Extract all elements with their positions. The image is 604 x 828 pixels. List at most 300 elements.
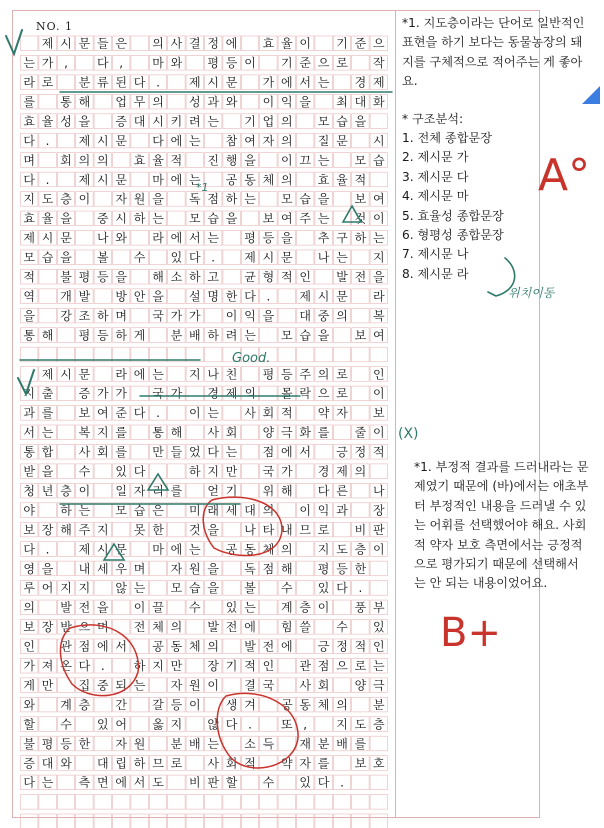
essay-char: 락 [299,386,311,401]
grid-cell [76,756,93,771]
essay-char: 에 [170,542,183,557]
star-ref-mark: *1 [196,181,209,194]
grid-cell [223,639,240,654]
essay-char: 라 [152,231,164,246]
essay-char: 줄 [354,425,367,440]
essay-char: 점 [78,639,91,654]
essay-char: 무 [133,94,146,109]
grid-cell [297,347,314,362]
grid-cell [352,406,369,421]
essay-char: 있 [317,581,330,596]
essay-char: . [266,289,271,304]
grid-cell [186,425,203,440]
grid-cell [333,522,350,537]
essay-char: 장 [41,620,54,635]
essay-char: 동 [299,697,311,712]
essay-char: 불 [60,270,72,284]
essay-char: 보 [23,522,35,537]
structure-analysis-title: * 구조분석: [402,111,464,126]
essay-char: 제 [189,75,201,90]
essay-char: 등 [262,231,275,246]
essay-char: . [358,581,363,596]
essay-char: 지 [60,581,72,596]
essay-char: 다 [336,581,348,596]
essay-char: 이 [133,600,146,615]
grid-cell [94,581,111,596]
essay-char: 는 [133,581,146,596]
essay-char: 평 [78,270,91,284]
grid-cell [149,736,166,751]
grid-cell [94,814,111,828]
essay-char: 율 [152,153,164,168]
essay-char: 로 [41,75,54,90]
essay-char: 계 [281,600,293,615]
grid-cell [57,172,74,187]
grid-cell [131,55,148,70]
essay-char: 에 [97,639,109,654]
essay-char: 대 [97,756,109,771]
grid-cell [333,347,350,362]
good-mark: Good. [232,351,271,366]
essay-char: 모 [189,211,201,226]
grid-cell [370,114,387,129]
essay-char: 다 [152,133,164,148]
essay-char: 는 [244,328,256,343]
essay-char: 의 [281,114,293,129]
essay-char: 으 [336,659,348,673]
essay-char: 받 [23,464,35,479]
essay-char: 장 [41,522,54,537]
essay-char: 국 [152,308,164,323]
grid-cell [186,756,203,771]
essay-char: . [45,133,50,148]
essay-char: 려 [225,328,238,343]
essay-char: 지 [373,250,385,265]
grid-cell [168,211,185,226]
grid-cell [223,522,240,537]
essay-char: 시 [97,172,109,187]
essay-char: 중 [97,678,109,693]
essay-char: 인 [373,639,385,654]
grid-cell [21,367,38,382]
essay-char: 서 [189,231,201,246]
essay-char: 힘 [281,620,293,635]
essay-char: 다 [207,445,219,460]
essay-char: 이 [373,211,385,226]
grid-cell [186,55,203,70]
essay-char: 의 [170,620,183,635]
essay-char: 보 [354,192,367,207]
essay-char: 적 [354,172,367,187]
essay-char: 만 [225,464,238,479]
grid-cell [39,503,56,518]
essay-char: 습 [41,250,54,265]
essay-char: 익 [244,308,256,323]
essay-char: 업 [262,114,275,129]
essay-char: 지 [97,425,109,440]
essay-char: 적 [244,659,256,673]
essay-char: 는 [189,172,201,187]
grid-cell [131,308,148,323]
grid-cell [223,678,240,693]
essay-char: 타 [262,522,275,537]
essay-char: 지 [78,581,91,596]
grid-cell [168,775,185,790]
grid-cell [223,250,240,265]
essay-char: 이 [244,56,256,71]
essay-char: 한 [152,522,164,537]
grid-cell [76,55,93,70]
essay-char: 하 [189,270,201,284]
grid-cell [297,795,314,810]
grid-cell [278,308,295,323]
grid-cell [315,347,332,362]
essay-char: 해 [281,483,293,498]
essay-char: 문 [225,75,238,90]
grid-cell [21,795,38,810]
essay-char: 관 [60,639,72,654]
essay-char: 효 [133,153,146,168]
grid-cell [260,328,277,343]
essay-char: 는 [152,211,164,226]
grid-cell [186,717,203,732]
essay-char: 사 [207,425,219,440]
essay-char: 하 [189,464,201,479]
x-mark: (X) [398,426,419,442]
essay-char: 수 [281,581,293,596]
essay-char: 게 [133,328,146,343]
essay-char: 며 [97,620,109,635]
essay-char: 키 [170,114,183,129]
essay-char: 보 [262,211,275,226]
essay-char: 문 [78,367,91,382]
essay-char: 를 [354,736,367,751]
grid-cell [315,444,332,459]
essay-char: 온 [60,659,72,673]
essay-char: 로 [317,522,330,537]
grid-cell [278,795,295,810]
grid-cell [205,347,222,362]
grid-cell [94,94,111,109]
grid-cell [297,639,314,654]
essay-char: 증 [23,756,35,771]
essay-char: 지 [23,386,35,401]
essay-char: 이 [373,542,385,557]
essay-char: 율 [41,211,54,226]
essay-char: 제 [23,231,35,246]
essay-char: 다 [133,464,146,479]
grid-cell [241,36,258,51]
grid-cell [278,347,295,362]
essay-char: 것 [354,211,367,226]
grid-cell [39,600,56,615]
essay-char: 준 [354,36,367,51]
grid-cell [315,795,332,810]
essay-char: 리 [152,483,164,498]
essay-char: 보 [23,620,35,635]
grid-cell [370,581,387,596]
grid-cell [57,542,74,557]
essay-char: 해 [41,328,54,343]
grid-cell [352,483,369,498]
grid-cell [205,697,222,712]
grid-cell [333,756,350,771]
essay-char: 에 [170,231,183,246]
essay-char: 독 [244,561,256,576]
essay-char: 루 [23,581,35,596]
essay-char: 등 [225,56,238,71]
essay-char: 측 [78,775,91,790]
essay-char: 장 [207,659,219,673]
grid-cell [241,775,258,790]
grid-cell [57,814,74,828]
essay-char: 이 [189,697,201,712]
essay-char: 는 [317,211,330,226]
essay-char: 에 [244,620,256,635]
essay-char: 안 [133,289,146,304]
essay-char: 므 [299,522,311,537]
essay-char: 이 [78,483,91,498]
essay-char: 제 [41,36,54,51]
essay-char: 여 [244,133,256,148]
essay-char: 발 [207,620,219,635]
grid-cell [168,75,185,90]
essay-char: 하 [97,308,109,323]
essay-char: 적 [281,270,293,284]
essay-char: 업 [115,94,127,109]
essay-char: 익 [317,503,330,518]
grid-cell [352,250,369,265]
grid-cell [370,464,387,479]
essay-char: 국 [262,464,275,479]
essay-char: 된 [115,75,127,90]
essay-char: 극 [281,425,293,440]
essay-char: 를 [317,425,330,440]
essay-char: 을 [317,192,330,207]
essay-char: 가 [23,659,35,673]
essay-char: 지 [207,464,219,479]
essay-char: , [119,56,124,71]
grid-cell [352,620,369,635]
essay-char: 평 [41,736,54,751]
essay-char: 판 [373,522,385,537]
essay-char: 고 [207,270,219,284]
essay-char: 배 [336,736,348,751]
essay-char: 양 [354,678,367,693]
essay-char: 효 [317,172,330,187]
essay-char: 문 [78,36,91,51]
essay-char: 자 [133,483,146,498]
grid-cell [352,795,369,810]
essay-char: 효 [23,211,35,226]
essay-char: 적 [354,639,367,654]
essay-char: 이 [225,308,238,323]
essay-char: 비 [354,522,367,537]
essay-char: 는 [133,678,146,693]
grid-cell [352,347,369,362]
essay-char: 지 [97,522,109,537]
essay-char: 원 [189,678,201,693]
essay-char: 를 [41,406,54,421]
essay-char: 가 [189,308,201,323]
essay-char: 사 [244,406,256,421]
grid-cell [76,814,93,828]
grid-cell [39,795,56,810]
grid-cell [57,444,74,459]
grid-cell [370,172,387,187]
grid-cell [76,717,93,732]
essay-char: 을 [373,270,385,284]
essay-char: 들 [97,36,109,51]
grid-cell [205,814,222,828]
structure-item: 4. 제시문 마 [402,189,469,204]
essay-char: 제 [299,289,311,304]
essay-char: 가 [281,464,293,479]
essay-char: 체 [189,639,201,654]
essay-char: 통 [152,425,164,440]
grid-cell [352,775,369,790]
essay-char: 을 [152,289,164,304]
essay-char: 서 [115,639,127,654]
grid-cell [186,814,203,828]
essay-char: 통 [23,328,35,343]
essay-char: 배 [189,328,201,343]
essay-char: 대 [41,756,54,771]
essay-char: 인 [299,270,311,284]
essay-char: 전 [78,600,91,615]
structure-item: 8. 제시문 라 [402,266,469,281]
essay-char: 을 [78,114,91,129]
essay-char: 는 [207,114,219,129]
essay-char: 로 [354,659,367,673]
grid-cell [57,133,74,148]
grid-cell [168,406,185,421]
essay-char: 지 [170,717,183,732]
grid-cell [297,561,314,576]
essay-char: 모 [170,581,183,596]
essay-char: 이 [317,600,330,615]
essay-char: 원 [189,561,201,576]
essay-char: 와 [115,231,127,246]
essay-char: 의 [317,367,330,382]
essay-char: 은 [115,36,127,51]
grid-cell [168,367,185,382]
essay-char: 이 [299,503,311,518]
essay-char: 부 [373,600,385,615]
essay-char: 는 [78,503,91,518]
essay-char: 사 [78,445,91,460]
essay-char: 조 [78,308,91,323]
grid-cell [352,697,369,712]
essay-char: 독 [189,192,201,207]
essay-char: 년 [41,483,54,498]
essay-char: 회 [225,425,238,440]
grid-cell [149,678,166,693]
essay-char: 보 [78,406,91,421]
essay-char: 대 [244,503,256,518]
essay-char: 을 [262,308,275,323]
grid-cell [57,561,74,576]
essay-char: 들 [170,445,183,460]
essay-char: 하 [207,328,219,343]
essay-char: 해 [170,425,183,440]
grid-cell [223,736,240,751]
grid-cell [94,464,111,479]
grid-cell [186,795,203,810]
grid-cell [297,464,314,479]
essay-char: 마 [152,56,164,71]
essay-char: 계 [60,697,72,712]
grid-cell [370,775,387,790]
grid-cell [76,211,93,226]
essay-char: 수 [133,250,146,265]
essay-char: 제 [244,250,256,265]
essay-char: 도 [354,717,367,732]
essay-char: 를 [170,483,183,498]
essay-char: 생 [225,697,238,712]
grid-cell [297,542,314,557]
essay-char: 의 [78,153,91,168]
grid-cell [297,814,314,828]
essay-char: 재 [299,736,311,751]
essay-char: 율 [281,36,293,51]
grid-cell [113,620,130,635]
essay-char: 을 [207,522,219,537]
essay-char: . [45,542,50,557]
essay-char: 이 [373,386,385,401]
essay-char: 다 [23,775,35,790]
essay-char: 시 [60,36,72,51]
grid-cell [352,814,369,828]
essay-char: 다 [133,75,146,90]
essay-char: 다 [244,289,256,304]
grid-cell [131,814,148,828]
essay-char: 층 [373,717,385,732]
essay-char: 등 [336,561,348,576]
essay-char: 풍 [354,600,367,615]
essay-char: 자 [115,736,127,751]
grid-cell [39,639,56,654]
essay-char: . [340,775,344,790]
grid-cell [149,561,166,576]
grid-cell [260,795,277,810]
essay-char: 할 [23,717,35,732]
grid-cell [333,75,350,90]
essay-char: 와 [60,756,72,771]
grid-cell [131,542,148,557]
grid-cell [186,153,203,168]
essay-char: 체 [262,542,275,557]
essay-char: 을 [225,211,238,226]
essay-char: 통 [60,94,72,109]
grid-cell [278,678,295,693]
grid-cell [333,153,350,168]
essay-char: 을 [41,464,54,479]
essay-char: 는 [336,250,348,265]
essay-char: 전 [354,270,367,284]
essay-char: 또 [281,717,293,732]
essay-char: 의 [336,308,348,323]
essay-char: 과 [336,503,348,518]
grid-cell [241,464,258,479]
grid-cell [333,192,350,207]
essay-char: 한 [354,561,367,576]
grid-cell [205,308,222,323]
grid-cell [352,367,369,382]
essay-char: 친 [225,367,238,382]
essay-char: 시 [97,542,109,557]
essay-char: 합 [41,445,54,460]
